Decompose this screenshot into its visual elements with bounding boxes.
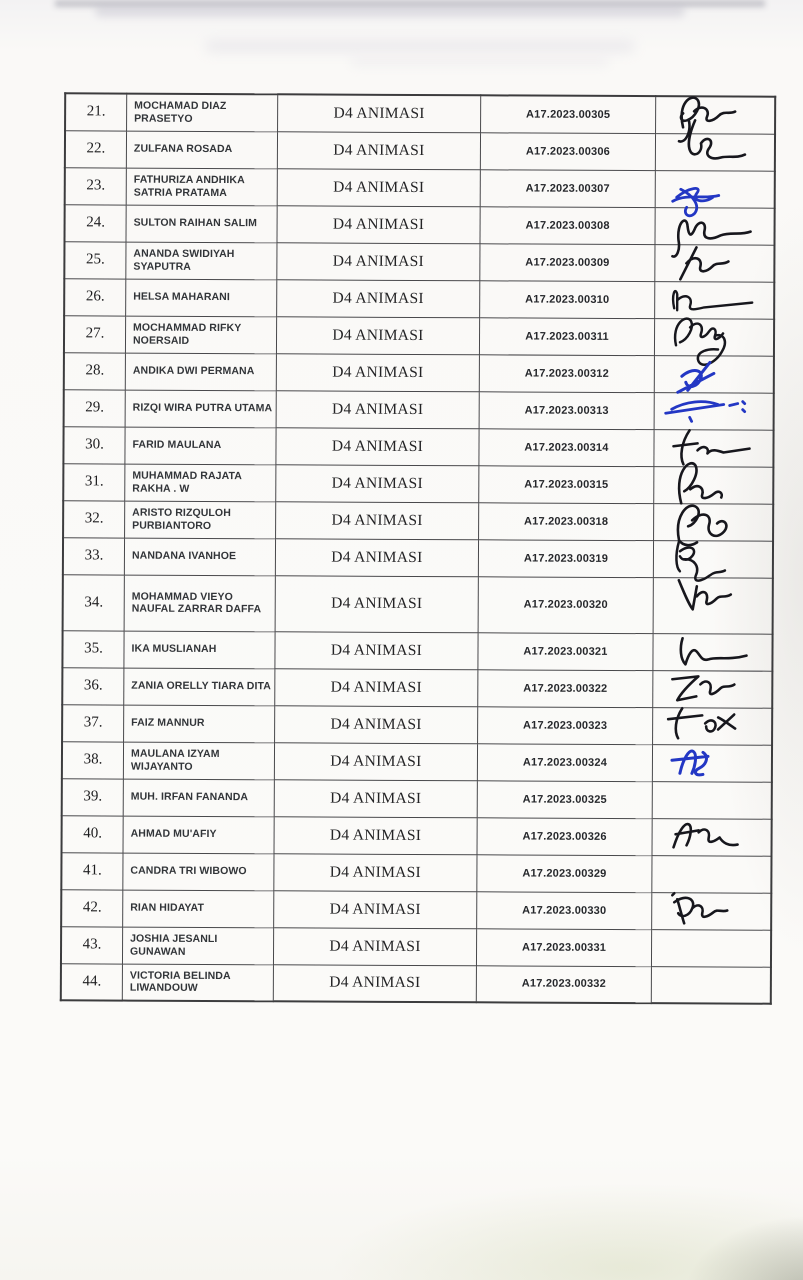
student-name-cell bbox=[126, 168, 277, 206]
student-name-cell bbox=[127, 94, 278, 132]
student-name: HELSA MAHARANI bbox=[133, 290, 230, 304]
table-row bbox=[62, 667, 772, 707]
bleed-through-text-smudge bbox=[205, 40, 635, 53]
program-cell bbox=[277, 279, 480, 317]
program-cell bbox=[275, 538, 478, 576]
program-name: D4 ANIMASI bbox=[330, 789, 422, 807]
row-number-cell bbox=[62, 741, 124, 778]
table-row bbox=[62, 741, 772, 781]
student-name: MUH. IRFAN FANANDA bbox=[130, 790, 249, 804]
student-name-cell bbox=[124, 705, 275, 743]
student-name-cell bbox=[122, 927, 273, 965]
program-name: D4 ANIMASI bbox=[331, 437, 424, 455]
program-name: D4 ANIMASI bbox=[329, 826, 422, 844]
signature-cell bbox=[652, 892, 772, 930]
row-number-cell bbox=[63, 426, 125, 463]
signature-cell bbox=[651, 929, 771, 967]
table-row bbox=[63, 537, 773, 577]
student-name-cell bbox=[125, 390, 276, 428]
signature-cell bbox=[653, 540, 773, 578]
program-name: D4 ANIMASI bbox=[333, 104, 425, 122]
row-number: 43. bbox=[82, 936, 102, 953]
program-name: D4 ANIMASI bbox=[332, 289, 424, 307]
student-nim: A17.2023.00323 bbox=[523, 719, 608, 732]
student-nim: A17.2023.00325 bbox=[522, 793, 607, 806]
signature-cell bbox=[654, 318, 774, 356]
student-nim: A17.2023.00330 bbox=[522, 904, 607, 917]
student-name: MAULANA IZYAM WIJAYANTO bbox=[130, 747, 220, 773]
table-row bbox=[62, 630, 772, 670]
table-row bbox=[64, 204, 774, 244]
program-name: D4 ANIMASI bbox=[329, 973, 421, 992]
student-nim: A17.2023.00332 bbox=[521, 977, 606, 991]
student-name: RIZQI WIRA PUTRA UTAMA bbox=[132, 401, 273, 415]
row-number-cell bbox=[64, 278, 126, 315]
row-number: 24. bbox=[86, 214, 106, 231]
nim-cell bbox=[477, 780, 652, 818]
student-nim: A17.2023.00313 bbox=[524, 404, 609, 417]
row-number: 21. bbox=[86, 103, 106, 120]
row-number: 37. bbox=[83, 714, 103, 731]
attendance-table bbox=[60, 92, 776, 1004]
nim-cell bbox=[478, 576, 653, 633]
table-row bbox=[61, 963, 771, 1003]
row-number-cell bbox=[61, 852, 123, 889]
signature-ink bbox=[657, 819, 757, 859]
student-name-cell bbox=[124, 668, 275, 706]
program-name: D4 ANIMASI bbox=[333, 178, 425, 196]
table-row bbox=[63, 500, 773, 540]
nim-cell bbox=[480, 280, 655, 318]
row-number: 35. bbox=[84, 640, 103, 657]
student-nim: A17.2023.00307 bbox=[525, 182, 610, 195]
program-name: D4 ANIMASI bbox=[329, 863, 422, 881]
student-nim: A17.2023.00326 bbox=[522, 830, 607, 843]
student-name-cell bbox=[123, 853, 274, 891]
student-name: FAIZ MANNUR bbox=[131, 716, 205, 730]
student-name: SULTON RAIHAN SALIM bbox=[133, 216, 258, 230]
row-number-cell bbox=[61, 963, 123, 1000]
student-name-cell bbox=[124, 575, 275, 632]
nim-cell bbox=[477, 817, 652, 855]
program-cell bbox=[275, 668, 478, 706]
nim-cell bbox=[477, 891, 652, 929]
student-name: ZULFANA ROSADA bbox=[133, 142, 233, 156]
student-nim: A17.2023.00312 bbox=[524, 367, 609, 380]
row-number-cell bbox=[62, 815, 124, 852]
nim-cell bbox=[479, 391, 654, 429]
program-name: D4 ANIMASI bbox=[330, 752, 422, 770]
nim-cell bbox=[480, 169, 655, 207]
nim-cell bbox=[476, 928, 651, 966]
program-cell bbox=[275, 705, 478, 743]
student-nim: A17.2023.00315 bbox=[524, 478, 609, 491]
program-name: D4 ANIMASI bbox=[333, 141, 425, 159]
signature-cell bbox=[654, 429, 774, 467]
program-name: D4 ANIMASI bbox=[331, 548, 423, 566]
signature-cell bbox=[652, 744, 772, 782]
student-name: CANDRA TRI WIBOWO bbox=[130, 864, 247, 878]
row-number: 27. bbox=[85, 325, 105, 342]
signature-cell bbox=[655, 281, 775, 319]
signature-cell bbox=[651, 966, 771, 1004]
signature-cell bbox=[653, 633, 773, 671]
row-number-cell bbox=[61, 889, 123, 926]
student-nim: A17.2023.00308 bbox=[525, 219, 610, 232]
program-cell bbox=[276, 464, 479, 502]
table-row bbox=[62, 778, 772, 818]
signature-cell bbox=[655, 170, 775, 208]
nim-cell bbox=[478, 539, 653, 577]
program-name: D4 ANIMASI bbox=[332, 326, 424, 344]
signature-cell bbox=[654, 466, 774, 504]
program-name: D4 ANIMASI bbox=[330, 715, 422, 733]
table-row bbox=[63, 426, 773, 466]
student-name-cell bbox=[124, 631, 275, 669]
program-cell bbox=[273, 964, 476, 1002]
row-number: 30. bbox=[85, 436, 104, 453]
row-number: 22. bbox=[86, 140, 106, 157]
program-cell bbox=[276, 353, 479, 391]
table-row bbox=[65, 130, 775, 170]
student-nim: A17.2023.00314 bbox=[524, 441, 609, 454]
nim-cell bbox=[478, 706, 653, 744]
table-row bbox=[64, 389, 774, 429]
table-row bbox=[65, 93, 775, 133]
program-name: D4 ANIMASI bbox=[331, 474, 424, 492]
signature-cell bbox=[656, 96, 776, 134]
row-number-cell bbox=[63, 537, 125, 574]
program-name: D4 ANIMASI bbox=[332, 252, 425, 270]
student-name-cell bbox=[126, 205, 277, 243]
student-name-cell bbox=[123, 816, 274, 854]
signature-ink bbox=[661, 97, 761, 137]
program-cell bbox=[276, 501, 479, 539]
table-row bbox=[61, 852, 771, 892]
student-name-cell bbox=[125, 464, 276, 502]
nim-cell bbox=[480, 206, 655, 244]
nim-cell bbox=[479, 502, 654, 540]
row-number-cell bbox=[65, 93, 127, 130]
student-name: ARISTO RIZQULOH PURBIANTORO bbox=[132, 506, 231, 532]
row-number-cell bbox=[64, 241, 126, 278]
program-cell bbox=[274, 816, 477, 854]
table-row bbox=[65, 167, 775, 207]
table-row bbox=[62, 704, 772, 744]
student-name-cell bbox=[123, 779, 274, 817]
row-number-cell bbox=[63, 574, 125, 630]
nim-cell bbox=[479, 354, 654, 392]
nim-cell bbox=[478, 669, 653, 707]
row-number-cell bbox=[65, 130, 127, 167]
table-row bbox=[64, 315, 774, 355]
student-name-cell bbox=[124, 538, 275, 576]
row-number-cell bbox=[62, 704, 124, 741]
student-name: RIAN HIDAYAT bbox=[130, 901, 205, 915]
student-name-cell bbox=[125, 501, 276, 539]
signature-ink bbox=[660, 317, 760, 357]
program-cell bbox=[277, 205, 480, 243]
top-edge-bleed-through bbox=[55, 0, 765, 7]
student-name: FATHURIZA ANDHIKA SATRIA PRATAMA bbox=[133, 173, 245, 199]
signature-cell bbox=[653, 670, 773, 708]
bleed-through-text-smudge bbox=[350, 58, 610, 67]
student-name-cell bbox=[122, 964, 273, 1002]
signature-cell bbox=[655, 133, 775, 171]
student-nim: A17.2023.00320 bbox=[523, 598, 608, 611]
program-cell bbox=[276, 427, 479, 465]
student-name: AHMAD MU'AFIY bbox=[130, 827, 217, 841]
signature-cell bbox=[654, 392, 774, 430]
table-row bbox=[62, 815, 772, 855]
program-cell bbox=[273, 927, 476, 965]
student-nim: A17.2023.00329 bbox=[522, 867, 607, 880]
student-name: JOSHIA JESANLI GUNAWAN bbox=[129, 932, 218, 958]
student-name-cell bbox=[123, 742, 274, 780]
program-cell bbox=[274, 890, 477, 928]
student-name-cell bbox=[123, 890, 274, 928]
row-number-cell bbox=[64, 315, 126, 352]
bleed-through-text-smudge bbox=[95, 6, 685, 17]
student-name: MOCHAMMAD RIFKY NOERSAID bbox=[132, 321, 242, 347]
row-number-cell bbox=[63, 463, 125, 500]
program-name: D4 ANIMASI bbox=[329, 900, 421, 918]
program-cell bbox=[277, 242, 480, 280]
student-name: MOCHAMAD DIAZ PRASETYO bbox=[134, 99, 227, 125]
table-row bbox=[64, 352, 774, 392]
student-nim: A17.2023.00319 bbox=[523, 552, 609, 565]
student-nim: A17.2023.00310 bbox=[525, 293, 610, 306]
row-number: 33. bbox=[84, 547, 104, 564]
student-name-cell bbox=[125, 316, 276, 354]
student-name: ANDIKA DWI PERMANA bbox=[132, 364, 255, 378]
program-name: D4 ANIMASI bbox=[331, 594, 423, 613]
nim-cell bbox=[479, 428, 654, 466]
program-cell bbox=[274, 779, 477, 817]
row-number: 32. bbox=[84, 510, 104, 527]
table-row bbox=[63, 574, 773, 633]
table-row bbox=[64, 241, 774, 281]
program-cell bbox=[277, 168, 480, 206]
student-nim: A17.2023.00311 bbox=[525, 330, 609, 343]
row-number-cell bbox=[64, 352, 126, 389]
row-number: 26. bbox=[85, 288, 105, 305]
student-nim: A17.2023.00305 bbox=[526, 108, 611, 121]
signature-ink bbox=[657, 893, 757, 933]
table-row bbox=[61, 889, 771, 929]
nim-cell bbox=[477, 854, 652, 892]
program-cell bbox=[275, 631, 478, 669]
program-cell bbox=[276, 316, 479, 354]
row-number-cell bbox=[64, 389, 126, 426]
student-name-cell bbox=[126, 131, 277, 169]
student-nim: A17.2023.00306 bbox=[525, 145, 611, 158]
program-cell bbox=[277, 131, 480, 169]
student-name: NANDANA IVANHOE bbox=[131, 549, 237, 563]
row-number: 42. bbox=[82, 899, 102, 916]
student-nim: A17.2023.00309 bbox=[525, 256, 610, 269]
row-number-cell bbox=[62, 667, 124, 704]
student-name-cell bbox=[125, 353, 276, 391]
signature-ink bbox=[659, 580, 759, 620]
student-name: ZANIA ORELLY TIARA DITA bbox=[131, 679, 271, 693]
row-number-cell bbox=[62, 778, 124, 815]
student-name: VICTORIA BELINDA LIWANDOUW bbox=[129, 969, 231, 995]
student-name-cell bbox=[125, 427, 276, 465]
table-row bbox=[61, 926, 771, 966]
program-cell bbox=[278, 94, 481, 132]
row-number: 38. bbox=[83, 751, 103, 768]
nim-cell bbox=[481, 95, 656, 133]
row-number-cell bbox=[65, 167, 127, 204]
program-cell bbox=[274, 742, 477, 780]
signature-cell bbox=[653, 577, 773, 634]
row-number: 39. bbox=[83, 788, 103, 805]
student-nim: A17.2023.00322 bbox=[523, 682, 608, 695]
student-name: MUHAMMAD RAJATA RAKHA . W bbox=[132, 469, 242, 495]
signature-cell bbox=[654, 355, 774, 393]
student-nim: A17.2023.00331 bbox=[521, 941, 607, 954]
table-row bbox=[64, 278, 774, 318]
row-number-cell bbox=[61, 926, 123, 963]
signature-cell bbox=[653, 707, 773, 745]
program-cell bbox=[276, 390, 479, 428]
student-name: FARID MAULANA bbox=[132, 438, 222, 452]
program-name: D4 ANIMASI bbox=[331, 511, 423, 529]
student-name-cell bbox=[126, 279, 277, 317]
nim-cell bbox=[476, 965, 651, 1003]
program-name: D4 ANIMASI bbox=[332, 363, 424, 381]
nim-cell bbox=[477, 743, 652, 781]
program-name: D4 ANIMASI bbox=[329, 937, 421, 955]
program-name: D4 ANIMASI bbox=[332, 400, 424, 418]
program-name: D4 ANIMASI bbox=[332, 215, 425, 233]
signature-cell bbox=[654, 503, 774, 541]
student-name-cell bbox=[126, 242, 277, 280]
row-number: 34. bbox=[84, 593, 104, 610]
student-nim: A17.2023.00321 bbox=[523, 645, 608, 658]
signature-cell bbox=[652, 855, 772, 893]
program-cell bbox=[274, 853, 477, 891]
student-nim: A17.2023.00318 bbox=[524, 515, 609, 528]
student-nim: A17.2023.00324 bbox=[522, 756, 608, 769]
row-number: 40. bbox=[83, 825, 103, 842]
student-name: IKA MUSLIANAH bbox=[131, 642, 217, 656]
signature-cell bbox=[655, 244, 775, 282]
signature-cell bbox=[655, 207, 775, 245]
signature-cell bbox=[652, 818, 772, 856]
row-number-cell bbox=[64, 204, 126, 241]
nim-cell bbox=[479, 317, 654, 355]
program-cell bbox=[275, 575, 478, 632]
row-number: 36. bbox=[83, 677, 103, 694]
row-number-cell bbox=[62, 630, 124, 667]
nim-cell bbox=[479, 465, 654, 503]
signature-ink bbox=[659, 502, 759, 542]
row-number: 41. bbox=[83, 862, 102, 879]
signature-cell bbox=[652, 781, 772, 819]
row-number-cell bbox=[63, 500, 125, 537]
row-number: 28. bbox=[85, 362, 105, 379]
row-number: 31. bbox=[84, 473, 104, 490]
row-number: 23. bbox=[86, 177, 106, 194]
table-row bbox=[63, 463, 773, 503]
student-name: ANANDA SWIDIYAH SYAPUTRA bbox=[133, 247, 235, 273]
nim-cell bbox=[480, 243, 655, 281]
nim-cell bbox=[478, 632, 653, 670]
program-name: D4 ANIMASI bbox=[330, 678, 423, 696]
student-name: MOHAMMAD VIEYO NAUFAL ZARRAR DAFFA bbox=[131, 590, 262, 616]
nim-cell bbox=[480, 132, 655, 170]
program-name: D4 ANIMASI bbox=[330, 641, 423, 659]
row-number: 25. bbox=[85, 251, 105, 268]
row-number: 44. bbox=[82, 973, 102, 990]
signature-ink bbox=[661, 132, 761, 172]
row-number: 29. bbox=[85, 399, 105, 416]
